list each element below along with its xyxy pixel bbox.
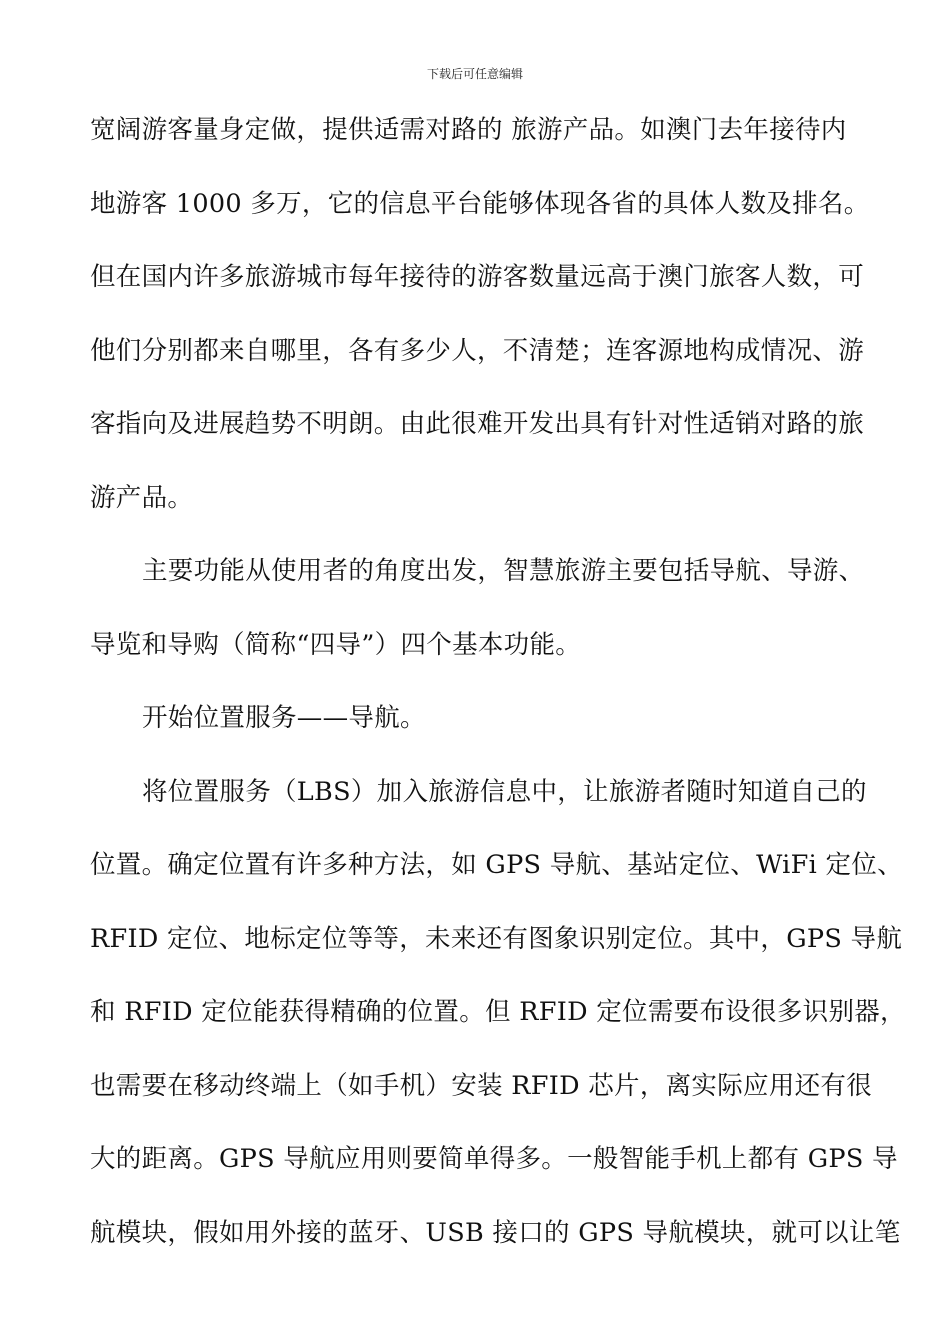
text-line-10: 将位置服务（LBS）加入旅游信息中，让旅游者随时知道自己的 <box>142 776 867 807</box>
text-line-1: 宽阔游客量身定做，提供适需对路的 旅游产品。如澳门去年接待内 <box>90 115 847 145</box>
text-line-9: 开始位置服务——导航。 <box>142 703 426 733</box>
text-line-3: 但在国内许多旅游城市每年接待的游客数量远高于澳门旅客人数，可 <box>90 262 865 292</box>
text-line-13: 和 RFID 定位能获得精确的位置。但 RFID 定位需要布设很多识别器， <box>90 997 906 1027</box>
text-line-14: 也需要在移动终端上（如手机）安装 RFID 芯片，离实际应用还有很 <box>90 1070 873 1101</box>
text-line-7: 主要功能从使用者的角度出发，智慧旅游主要包括导航、导游、 <box>142 556 865 586</box>
text-line-12: RFID 定位、地标定位等等，未来还有图象识别定位。其中，GPS 导航 <box>90 923 903 954</box>
document-body <box>90 104 906 1280</box>
page-header: 下载后可任意编辑 <box>426 67 523 81</box>
text-line-15: 大的距离。GPS 导航应用则要简单得多。一般智能手机上都有 GPS 导 <box>90 1144 898 1174</box>
text-line-8: 导览和导购（简称“四导”）四个基本功能。 <box>90 629 582 660</box>
text-line-16: 航模块，假如用外接的蓝牙、USB 接口的 GPS 导航模块，就可以让笔 <box>90 1217 901 1248</box>
text-line-4: 他们分别都来自哪里，各有多少人，不清楚；连客源地构成情况、游 <box>90 335 865 366</box>
text-line-2: 地游客 1000 多万，它的信息平台能够体现各省的具体人数及排名。 <box>90 188 870 219</box>
text-line-6: 游产品。 <box>90 482 194 513</box>
text-line-11: 位置。确定位置有许多种方法，如 GPS 导航、基站定位、WiFi 定位、 <box>90 850 903 880</box>
text-line-5: 客指向及进展趋势不明朗。由此很难开发出具有针对性适销对路的旅 <box>90 409 865 439</box>
